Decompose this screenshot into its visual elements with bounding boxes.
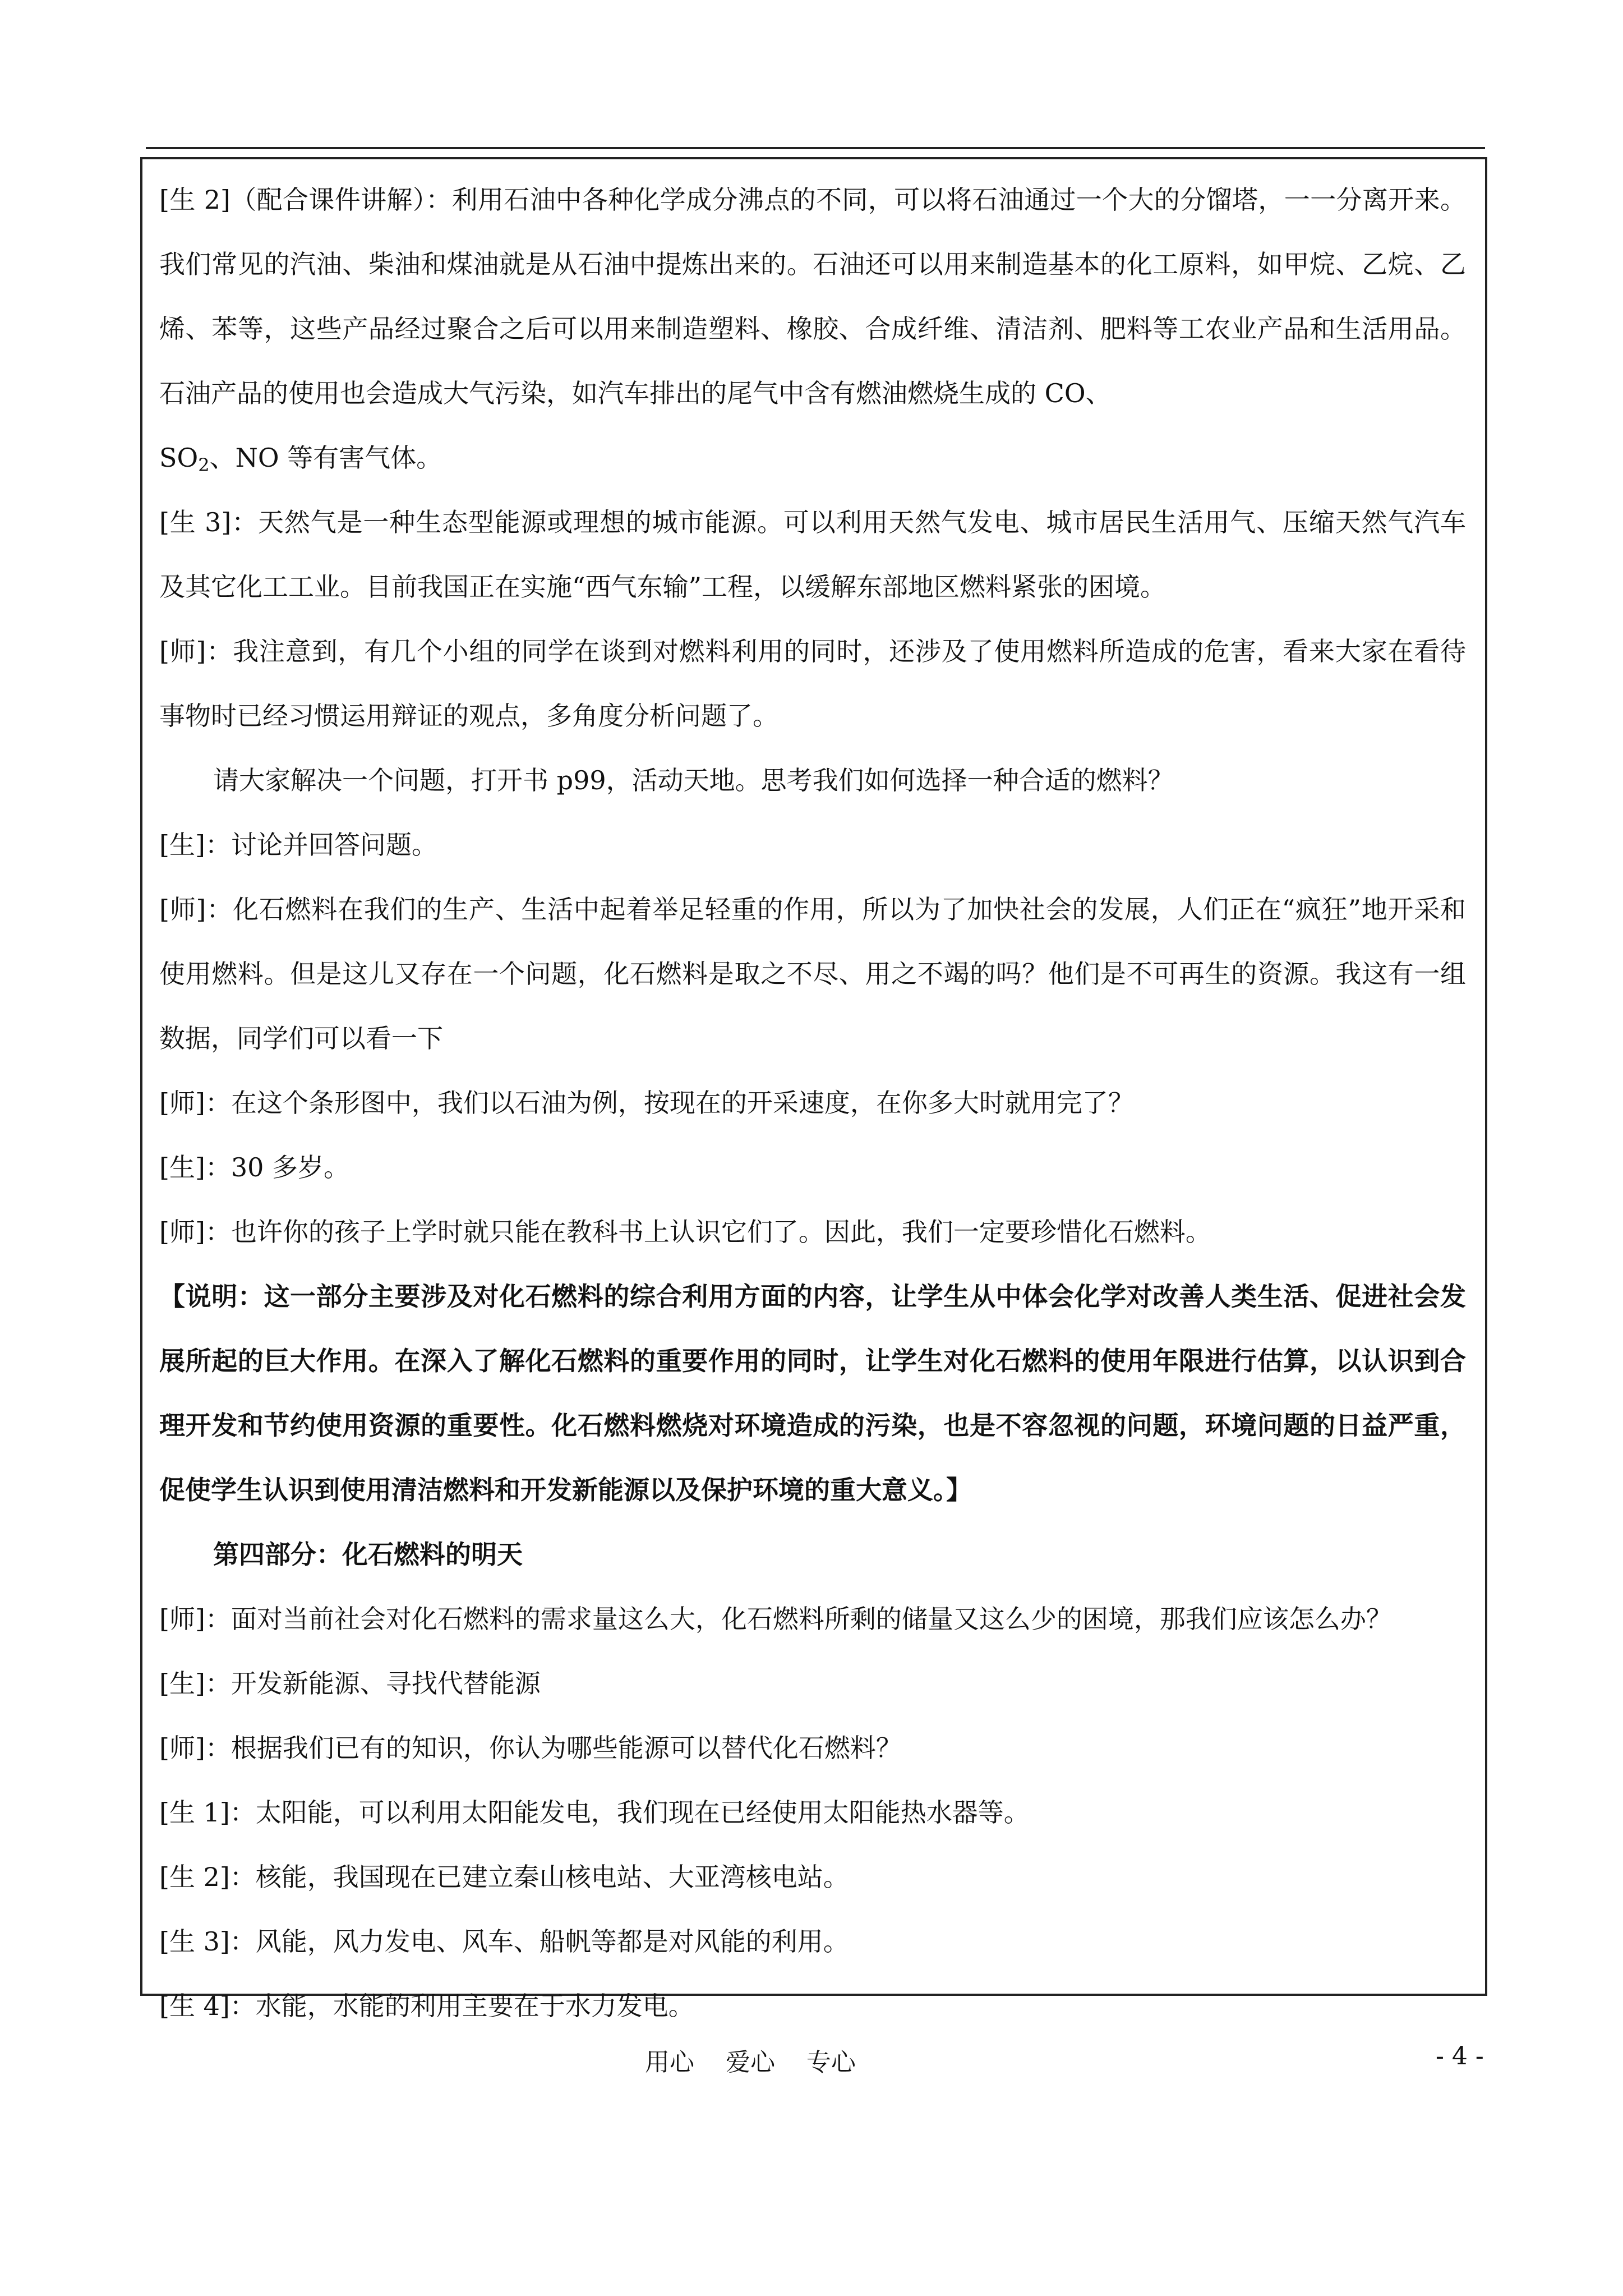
header-rule (146, 147, 1485, 149)
lesson-content-box (140, 157, 1487, 2021)
paragraph-student4-water: [生 4]：水能，水能的利用主要在于水力发电。 (159, 1991, 694, 2021)
paragraph-teacher-what-to-do: [师]：面对当前社会对化石燃料的需求量这么大，化石燃料所剩的储量又这么少的困境，那我们应该怎么办？ (159, 1604, 1392, 1634)
paragraph-student2-nuclear: [生 2]：核能，我国现在已建立秦山核电站、大亚湾核电站。 (159, 1862, 849, 1892)
paragraph-teacher-dialectic: [师]：我注意到，有几个小组的同学在谈到对燃料利用的同时，还涉及了使用燃料所造成的危害，看来大家在看待事物时已经习惯运用辩证的观点，多角度分析问题了。 (159, 636, 1466, 731)
paragraph-student-discuss: [生]：讨论并回答问题。 (159, 830, 437, 860)
paragraph-student1-solar: [生 1]：太阳能，可以利用太阳能发电，我们现在已经使用太阳能热水器等。 (159, 1797, 1030, 1828)
paragraph-student2-petroleum: [生 2]（配合课件讲解）：利用石油中各种化学成分沸点的不同，可以将石油通过一个大的分馏塔，一一分离开来。我们常见的汽油、柴油和煤油就是从石油中提炼出来的。石油还可以用来制造基本的化工原料，如甲烷、乙烷、乙烯、苯等，这些产品经过聚合之后可以用来制造塑料、橡胶、合成纤维、清洁剂、肥料等工农业产品和生活用品。石油产品的使用也会造成大气污染，如汽车排出的尾气中含有燃油燃烧生成的 CO、 (159, 185, 1466, 408)
paragraph-student-age: [生]：30 多岁。 (159, 1152, 350, 1182)
paragraph-explanation-note: 【说明：这一部分主要涉及对化石燃料的综合利用方面的内容，让学生从中体会化学对改善人类生活、促进社会发展所起的巨大作用。在深入了解化石燃料的重要作用的同时，让学生对化石燃料的使用年限进行估算，以认识到合理开发和节约使用资源的重要性。化石燃料燃烧对环境造成的污染，也是不容忽视的问题，环境问题的日益严重，促使学生认识到使用清洁燃料和开发新能源以及保护环境的重大意义。】 (159, 1281, 1466, 1505)
paragraph-harmful-gases (159, 426, 1466, 490)
formula-subscript: 2 (198, 454, 210, 476)
lesson-text (159, 168, 1466, 2039)
paragraph-student3-natural-gas: [生 3]：天然气是一种生态型能源或理想的城市能源。可以利用天然气发电、城市居民生活用气、压缩天然气汽车及其它化工工业。目前我国正在实施“西气东输”工程，以缓解东部地区燃料紧张的困境。 (159, 507, 1466, 602)
paragraph-student3-wind: [生 3]：风能，风力发电、风车、船帆等都是对风能的利用。 (159, 1926, 849, 1957)
paragraph-choose-fuel: 请大家解决一个问题，打开书 p99，活动天地。思考我们如何选择一种合适的燃料？ (213, 765, 1174, 795)
formula-so: SO (159, 443, 199, 473)
footer-motto: 用心 爱心 专心 (645, 2048, 856, 2077)
paragraph-teacher-cherish: [师]：也许你的孩子上学时就只能在教科书上认识它们了。因此，我们一定要珍惜化石燃料。 (159, 1217, 1211, 1247)
gases-text: 、NO 等有害气体。 (209, 443, 442, 473)
paragraph-teacher-nonrenewable: [师]：化石燃料在我们的生产、生活中起着举足轻重的作用，所以为了加快社会的发展，人们正在“疯狂”地开采和使用燃料。但是这儿又存在一个问题，化石燃料是取之不尽、用之不竭的吗？他们是不可再生的资源。我这有一组数据，同学们可以看一下 (159, 894, 1466, 1053)
paragraph-student-new-energy: [生]：开发新能源、寻找代替能源 (159, 1668, 541, 1699)
paragraph-teacher-bar-chart: [师]：在这个条形图中，我们以石油为例，按现在的开采速度，在你多大时就用完了？ (159, 1088, 1134, 1118)
section-heading-part4: 第四部分：化石燃料的明天 (213, 1539, 523, 1570)
page-number: - 4 - (1436, 2042, 1484, 2070)
paragraph-teacher-alternatives: [师]：根据我们已有的知识，你认为哪些能源可以替代化石燃料？ (159, 1733, 902, 1763)
